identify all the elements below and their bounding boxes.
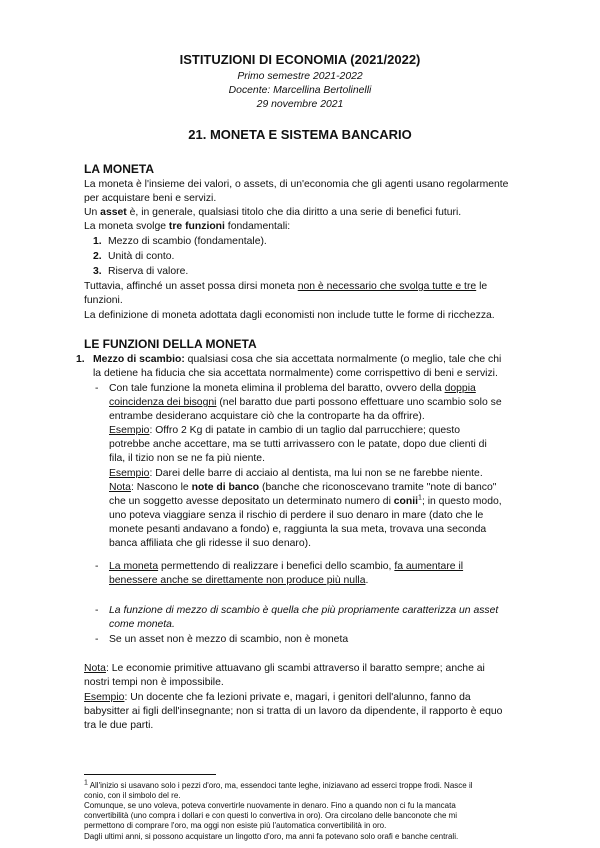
course-title: ISTITUZIONI DI ECONOMIA (2021/2022): [179, 52, 421, 67]
example3-line1: Esempio: Un docente che fa lezioni private e, magari, i genitori dell'alunno, fanno da: [84, 692, 471, 703]
example3-line3: tra le due parti.: [84, 720, 154, 731]
function-number: 1.: [93, 236, 102, 247]
item1-line1: Mezzo di scambio: qualsiasi cosa che sia accettata normalmente (o meglio, tale che chi: [93, 354, 502, 365]
function-item: Mezzo di scambio (fondamentale).: [108, 236, 267, 247]
footnote-divider: [84, 774, 216, 775]
footnote-line5: permettono di comprare l'oro, ma oggi non esiste più l'automatica convertibilità in oro.: [84, 821, 387, 830]
moneta-p1-line2: per acquistare beni e servizi.: [84, 193, 217, 204]
bullet1-line3: entrambe desiderano acquistare ciò che la controparte ha da offrire).: [109, 411, 425, 422]
semester: Primo semestre 2021-2022: [237, 71, 363, 82]
moneta-p3: La moneta svolge tre funzioni fondamentali:: [84, 221, 291, 232]
footnote-line4: convertibilità (uno compra i dollari e con questi lo convertiva in oro). Ora circolano delle banconote che mi: [84, 811, 458, 820]
note1-line2: che un soggetto avesse depositato un determinato numero di conii$^1$; in questo modo,: [109, 494, 502, 507]
example1-line2: potrebbe anche accettare, ma se tutti arrivassero con le patate, dopo due clienti di: [109, 439, 487, 450]
footnote-line6: Dagli ultimi anni, si possono acquistare un lingotto d'oro, ma anni fa potevano solo orafi e banche centrali.: [84, 832, 459, 841]
bullet-dash: -: [95, 605, 99, 616]
note1-line4: monete pesanti andavano a fondo) e, raggiunta la sua meta, trovava una seconda: [109, 524, 487, 535]
footnote-line2: conio, con il simbolo del re.: [84, 791, 181, 800]
bullet4: Se un asset non è mezzo di scambio, non è moneta: [109, 634, 349, 645]
example3-line2: babysitter ai figli dell'insegnante; non si tratta di un lavoro da dipendente, il rapporto è equo: [84, 706, 503, 717]
bullet2-line1: La moneta permettendo di realizzare i benefici dello scambio, fa aumentare il: [109, 561, 464, 572]
section-heading-moneta: LA MONETA: [84, 162, 154, 176]
section-heading-funzioni: LE FUNZIONI DELLA MONETA: [84, 337, 257, 351]
moneta-p4-line2: funzioni.: [84, 295, 123, 306]
bullet-dash: -: [95, 383, 99, 394]
bullet-dash: -: [95, 561, 99, 572]
note2-line2: nostri tempi non è impossibile.: [84, 677, 224, 688]
footnote-line1: $^1$ All'inizio si usavano solo i pezzi d'oro, ma, essendoci tante leghe, iniziavano ad esserci troppe frodi. Nasce il: [84, 779, 473, 790]
bullet2-line2: benessere anche se direttamente non produce più nulla.: [109, 575, 369, 586]
note1-line3: uno poteva viaggiare senza il rischio di perdere il suo denaro in mare (dato che le: [109, 510, 484, 521]
function-item: Unità di conto.: [108, 251, 175, 262]
lecture-date: 29 novembre 2021: [256, 99, 344, 110]
example1-line3: fila, il tizio non se ne fa più niente.: [109, 453, 265, 464]
moneta-p4-line1: Tuttavia, affinché un asset possa dirsi moneta non è necessario che svolga tutte e tre le: [84, 281, 488, 292]
note1-line1: Nota: Nascono le note di banco (banche che riconoscevano tramite "note di banco": [109, 482, 497, 493]
item1-line2: la detiene ha fiducia che sia accettata normalmente) come corrispettivo di beni e servizi.: [93, 368, 498, 379]
bullet1-line2: coincidenza dei bisogni (nel baratto due parti possono effettuare uno scambio solo se: [109, 397, 502, 408]
function-item: Riserva di valore.: [108, 266, 189, 277]
note1-line5: banca affiliata che gli ridesse il suo denaro).: [109, 538, 311, 549]
teacher: Docente: Marcellina Bertolinelli: [228, 85, 372, 96]
function-number: 3.: [93, 266, 102, 277]
example1-line1: Esempio: Offro 2 Kg di patate in cambio di un taglio dal parrucchiere; questo: [109, 425, 460, 436]
moneta-p2: Un asset è, in generale, qualsiasi titolo che dia diritto a una serie di benefici futuri.: [84, 207, 462, 218]
moneta-p1-line1: La moneta è l'insieme dei valori, o assets, di un'economia che gli agenti usano regolarmente: [84, 179, 509, 190]
example2-line1: Esempio: Darei delle barre di acciaio al dentista, ma lui non se ne farebbe niente.: [109, 468, 483, 479]
bullet3-line1: La funzione di mezzo di scambio è quella che più propriamente caratterizza un asset: [109, 605, 499, 616]
item-number: 1.: [76, 354, 85, 365]
bullet1-line1: Con tale funzione la moneta elimina il problema del baratto, ovvero della doppia: [109, 383, 476, 394]
bullet-dash: -: [95, 634, 99, 645]
footnote-line3: Comunque, se uno voleva, poteva convertirle nuovamente in denaro. Fino a quando non ci fu la mancata: [84, 801, 456, 810]
footnote-ref[interactable]: 1: [418, 494, 422, 502]
moneta-p5: La definizione di moneta adottata dagli economisti non include tutte le forme di ricchezza.: [84, 310, 495, 321]
bullet3-line2: come moneta.: [109, 619, 175, 630]
note2-line1: Nota: Le economie primitive attuavano gli scambi attraverso il baratto sempre; anche ai: [84, 663, 485, 674]
function-number: 2.: [93, 251, 102, 262]
chapter-title: 21. MONETA E SISTEMA BANCARIO: [188, 127, 412, 142]
